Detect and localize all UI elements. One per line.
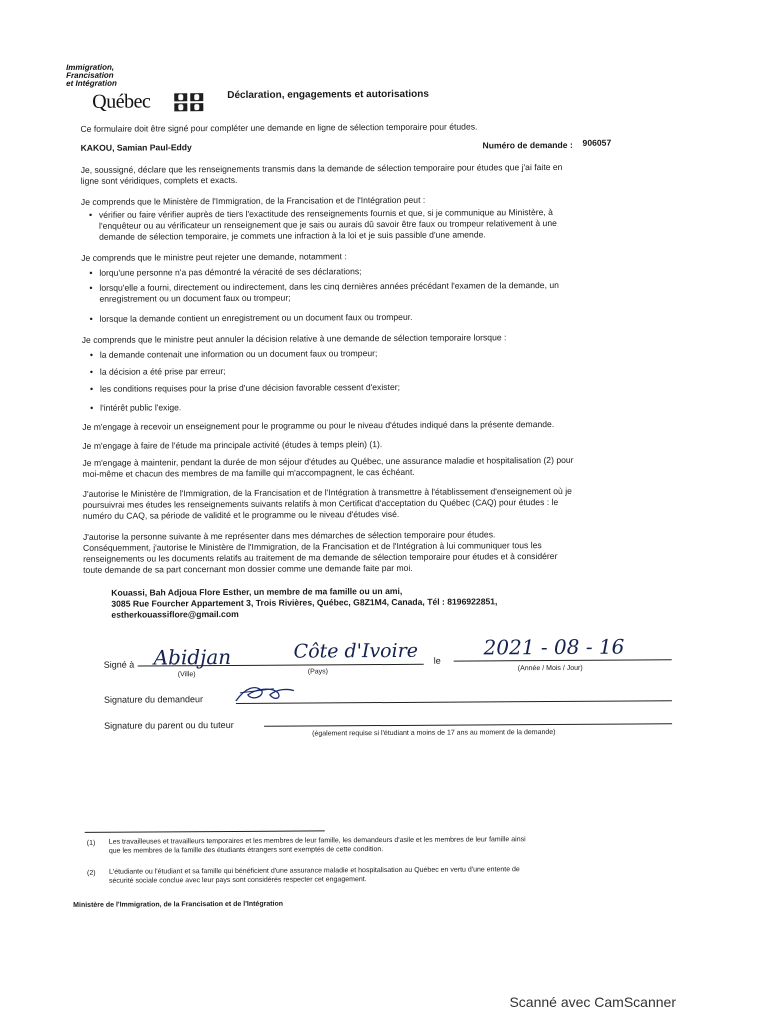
section-2-bullet-2-line-2: enregistrement ou un document faux ou trompeur; bbox=[99, 292, 291, 304]
parent-signature-note: (également requise si l'étudiant a moins de 17 ans au moment de la demande) bbox=[312, 728, 556, 738]
form-sheet bbox=[62, 54, 687, 928]
parent-signature-line bbox=[264, 723, 672, 726]
declaration-line-1: Je, soussigné, déclare que les renseignements transmis dans la demande de sélection temporaire pour études que j'ai faite en bbox=[80, 161, 563, 175]
section-2-bullet-1: • lorqu'une personne n'a pas démontré la véracité de ses déclarations; bbox=[89, 266, 361, 279]
intro-text: Ce formulaire doit être signé pour compléter une demande en ligne de sélection temporaire pour études. bbox=[80, 121, 478, 134]
engagement-1: Je m'engage à recevoir un enseignement pour le programme ou pour le niveau d'études indiqué dans la présente demande. bbox=[82, 419, 555, 432]
applicant-name: KAKOU, Samian Paul-Eddy bbox=[80, 142, 192, 153]
section-1-bullet-1-line-1: • vérifier ou faire vérifier auprès de tiers l'exactitude des renseignements fournis et que, si je communique au Ministère, à bbox=[98, 207, 553, 220]
section-3-bullet-1: • la demande contenait une information ou un document faux ou trompeur; bbox=[90, 348, 378, 361]
section-2-bullet-3: • lorsque la demande contient un enregistrement ou un document faux ou trompeur. bbox=[90, 312, 413, 325]
date-caption: (Année / Mois / Jour) bbox=[517, 664, 583, 673]
section-2-heading: Je comprends que le ministre peut rejeter une demande, notamment : bbox=[81, 251, 347, 263]
authorization-2-line-1: J'autorise la personne suivante à me représenter dans mes démarches de sélection temporaire pour études. bbox=[82, 529, 496, 542]
applicant-signature-line bbox=[236, 700, 672, 704]
footnote-1 bbox=[109, 835, 526, 856]
section-1-heading: Je comprends que le Ministère de l'Immigration, de la Francisation et de l'Intégration peut : bbox=[80, 194, 426, 207]
fleurdelise-flag-icon bbox=[174, 93, 204, 111]
logo-line-2: Francisation bbox=[66, 70, 114, 80]
section-3-heading: Je comprends que le ministre peut annuler la décision relative à une demande de sélection temporaire lorsque : bbox=[81, 332, 507, 345]
section-3-bullet-3: • les conditions requises pour la prise d'une décision favorable cessent d'exister; bbox=[90, 382, 400, 395]
city-caption: (Ville) bbox=[177, 671, 196, 679]
section-2-bullet-2-line-1: • lorsqu'elle a fourni, directement ou indirectement, dans les cinq dernières années précédant l'examen de la demande, un bbox=[99, 279, 559, 293]
representative-line-1: Kouassi, Bah Adjoua Flore Esther, un membre de ma famille ou un ami, bbox=[111, 585, 403, 598]
logo-quebec-wordmark: Québec bbox=[92, 90, 151, 113]
authorization-2-line-3: renseignements ou les documents relatifs au traitement de ma demande de sélection temporaire pour études et à considérer bbox=[83, 550, 558, 564]
declaration-line-2: ligne sont véridiques, complets et exacts. bbox=[80, 174, 238, 186]
signed-at-label: Signé à bbox=[103, 659, 135, 670]
applicant-signature-label: Signature du demandeur bbox=[103, 694, 204, 705]
authorization-1-line-3: numéro du CAQ, sa période de validité et le programme ou le niveau d'études visé. bbox=[82, 508, 400, 521]
request-number-label: Numéro de demande : bbox=[482, 139, 573, 151]
request-number-value: 906057 bbox=[582, 137, 612, 148]
authorization-1-line-1: J'autorise le Ministère de l'Immigration, de la Francisation et de l'Intégration à transmettre à l'établissement d'enseignement où je bbox=[82, 485, 572, 499]
handwritten-city: Abidjan bbox=[153, 644, 232, 670]
parent-signature-label: Signature du parent ou du tuteur bbox=[104, 719, 234, 731]
engagement-2: Je m'engage à faire de l'étude ma principale activité (études à temps plein) (1). bbox=[82, 439, 383, 451]
authorization-1-line-2: poursuivrai mes études les renseignements suivants relatifs à mon Certificat d'acceptation du Québec (CAQ) pour études : le bbox=[82, 496, 559, 510]
footnote-1-number: (1) bbox=[86, 839, 96, 847]
engagement-3-line-2: moi-même et chacun des membres de ma famille qui m'accompagnent, le cas échéant. bbox=[82, 466, 415, 479]
section-3-bullet-4: • l'intérêt public l'exige. bbox=[90, 402, 181, 414]
ministry-footer: Ministère de l'Immigration, de la Francisation et de l'Intégration bbox=[73, 900, 284, 909]
quebec-logo bbox=[66, 62, 151, 113]
section-1-bullet-1-line-2: l'enquêteur ou au vérificateur un renseignement que je sais ou aurais dû savoir être faux ou trompeur relativement à une bbox=[98, 217, 557, 231]
representative-email: estherkouassiflore@gmail.com bbox=[111, 608, 239, 620]
footnote-separator bbox=[85, 830, 325, 832]
representative-address: 3085 Rue Fourcher Appartement 3, Trois Rivières, Québec, G8Z1M4, Canada, Tél : 8196922851, bbox=[111, 596, 498, 609]
logo-line-3: et Intégration bbox=[66, 78, 117, 88]
handwritten-country: Côte d'Ivoire bbox=[293, 639, 419, 663]
country-caption: (Pays) bbox=[307, 668, 329, 676]
logo-line-1: Immigration, bbox=[66, 62, 115, 72]
section-3-bullet-2: • la décision a été prise par erreur; bbox=[90, 366, 226, 378]
section-1-bullet-1 bbox=[89, 207, 557, 243]
footnote-1-line-1: Les travailleuses et travailleurs temporaires et les membres de leur famille, les demandeurs d'asile et les membres de leur famille ainsi bbox=[108, 836, 526, 846]
date-on-label: le bbox=[433, 655, 441, 666]
footnote-2-line-2: sécurité sociale conclue avec leur pays sont considérés respecter cet engagement. bbox=[109, 876, 367, 885]
authorization-2-line-4: toute demande de sa part concernant mon dossier comme une demande faite par moi. bbox=[83, 562, 413, 575]
date-line bbox=[454, 659, 672, 661]
engagement-3-line-1: Je m'engage à maintenir, pendant la durée de mon séjour d'études au Québec, une assurance maladie et hospitalisation (2) pour bbox=[82, 454, 574, 468]
footnote-2-line-1: L'étudiante ou l'étudiant et sa famille qui bénéficient d'une assurance maladie et hospitalisation au Québec en vertu d'une entente de bbox=[108, 866, 520, 876]
handwritten-date: 2021 - 08 - 16 bbox=[483, 634, 625, 660]
section-1-bullet-1-line-3: demande de sélection temporaire, je commets une infraction à la loi et je suis passible d'une amende. bbox=[99, 229, 486, 242]
footnote-1-line-2: que les membres de la famille des étudiants étrangers sont exemptés de cette condition. bbox=[108, 846, 384, 855]
footnote-2 bbox=[109, 865, 520, 886]
document-title: Déclaration, engagements et autorisations bbox=[227, 88, 429, 101]
section-2-bullet-2 bbox=[89, 280, 559, 305]
authorization-2-line-2: Conséquemment, j'autorise le Ministère de l'Immigration, de la Francisation et de l'Intégration à lui communiquer tous les bbox=[82, 540, 542, 553]
camscanner-watermark: Scanné avec CamScanner bbox=[509, 994, 676, 1010]
footnote-2-number: (2) bbox=[86, 869, 96, 877]
